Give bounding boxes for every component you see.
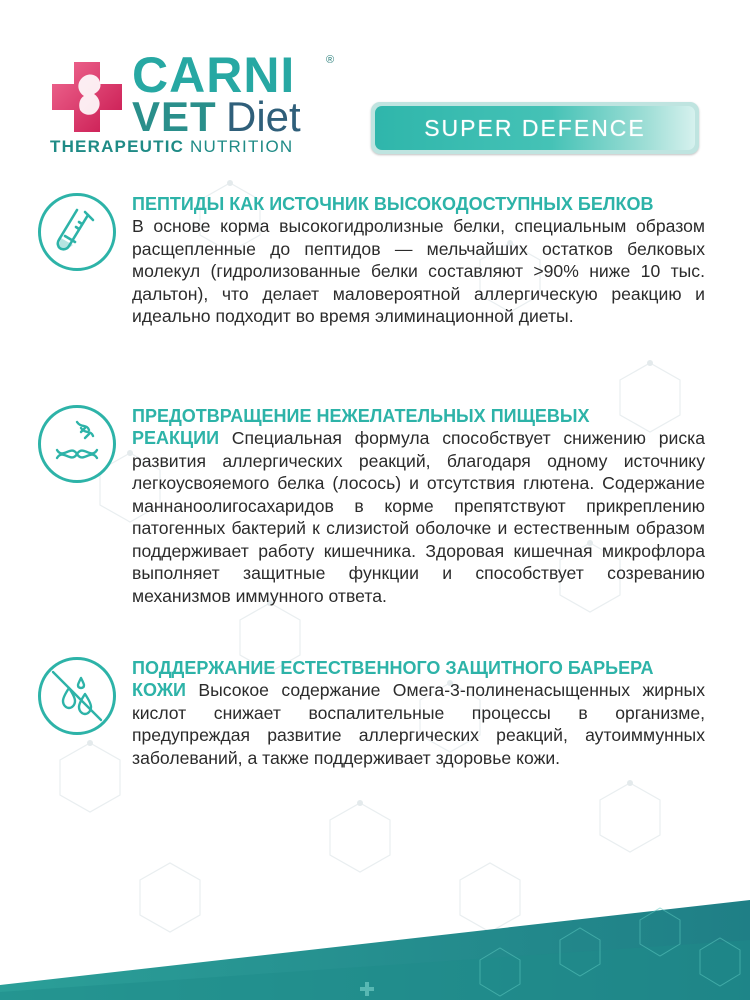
product-line-badge [371,102,699,154]
no-drops-icon [38,657,116,735]
logo-subtitle-rest: NUTRITION [184,137,294,156]
section-title: ПОДДЕРЖАНИЕ ЕСТЕСТВЕННОГО ЗАЩИТНОГО БАРЬЕРА [132,658,654,678]
section-body-wrapper [132,679,705,769]
registered-mark: ® [326,54,335,66]
section-body-wrapper [132,427,705,607]
section-title-continued: РЕАКЦИИ [132,428,220,448]
section-title-continued: КОЖИ [132,680,186,700]
badge-label: SUPER DEFENCE [424,114,646,141]
logo-carni-text: CARNI [132,47,296,103]
section-title: ПЕПТИДЫ КАК ИСТОЧНИК ВЫСОКОДОСТУПНЫХ БЕЛКОВ [132,194,654,214]
test-tube-icon [38,193,116,271]
section-body: Высокое содержание Омега-3-полиненасыщенных жирных кислот снижает воспалительные процессы в организме, предупреждая развитие аллергических реакций, аутоиммунных заболеваний, а также поддерживает здоровье кожи. [132,680,705,768]
section-body: В основе корма высокогидролизные белки, специальным образом расщепленные до пептидов — мельчайших остатков белковых молекул (гидролизованные белки составляют >90% ниже 10 тыс. дальтон), что делает маловероятной аллергическую реакцию и идеально подходит во время элиминационной диеты. [132,216,705,326]
section-text [132,405,705,607]
section-body: Специальная формула способствует снижению риска развития аллергических реакций, благодаря одному источнику легкоусвояемого белка (лосось) и отсутствия глютена. Содержание маннаноолигосахаридов в корме препятствуют прикреплению патогенных бактерий к слизистой оболочке и естественным образом поддерживает работу кишечника. Здоровая кишечная микрофлора выполняет защитные функции и способствует созреванию механизмов иммунного ответа. [132,428,705,606]
logo-subtitle [50,138,293,155]
logo-vet-text: VET [132,93,217,140]
section-title: ПРЕДОТВРАЩЕНИЕ НЕЖЕЛАТЕЛЬНЫХ ПИЩЕВЫХ [132,406,590,426]
brand-logo [48,47,338,162]
logo-diet-text: Diet [226,93,301,140]
logo-subtitle-bold: THERAPEUTIC [50,137,185,156]
section-text [132,193,705,328]
badge-inner [375,106,695,150]
dna-helix-icon [38,405,116,483]
section-text [132,657,705,769]
pet-cross-logo-icon [48,58,126,136]
